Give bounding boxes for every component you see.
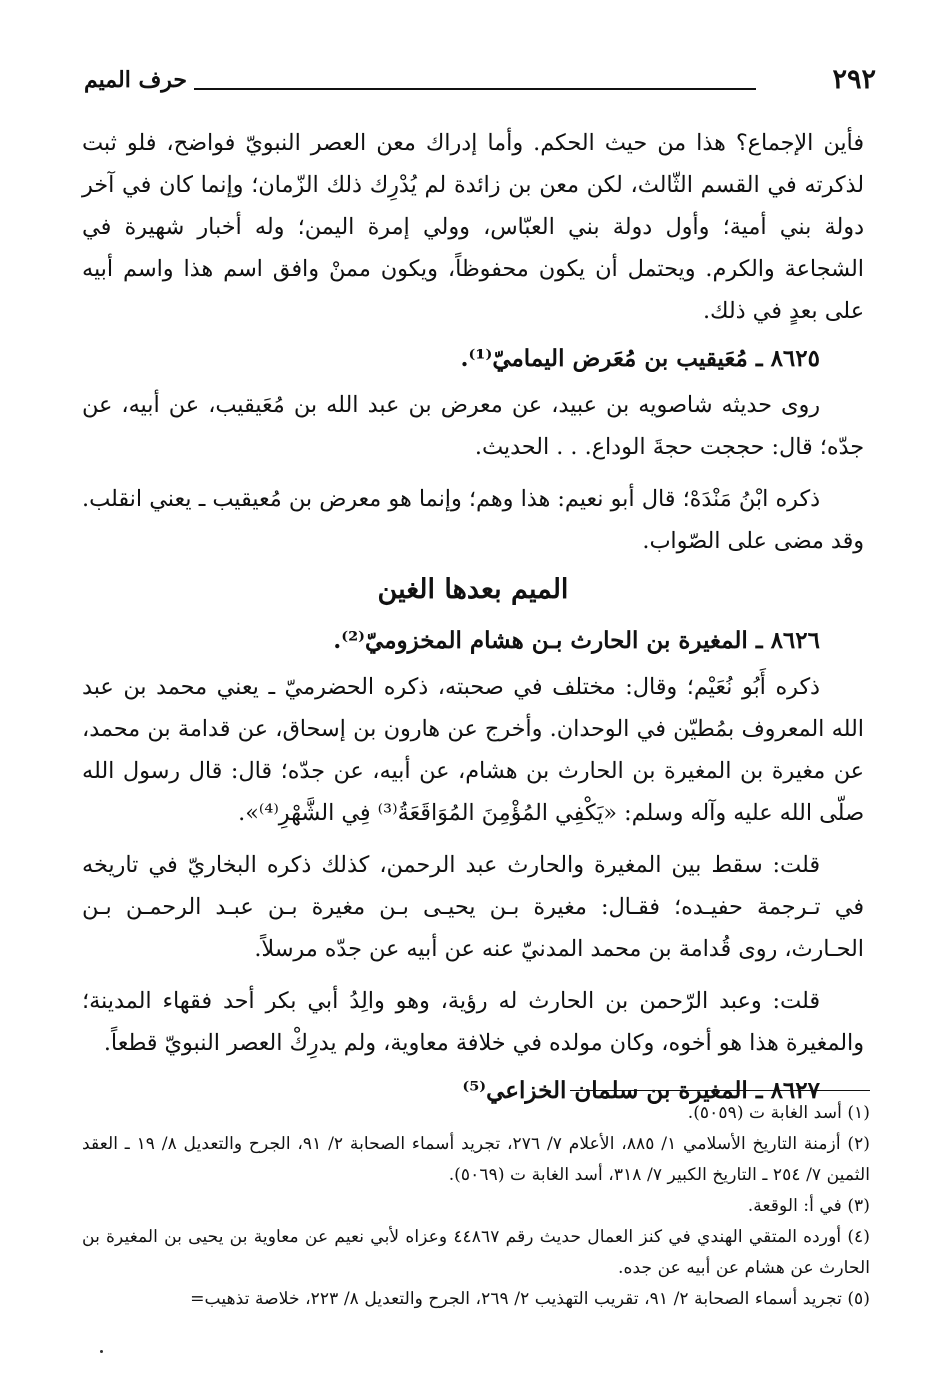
footnote: (٣) في أ: الوقعة. — [747, 1196, 870, 1216]
page-number: ٢٩٢ — [832, 64, 876, 95]
scan-speck — [100, 1350, 103, 1353]
footnote: (٥) تجريد أسماء الصحابة ٢/ ٩١، تقريب التهذيب ٢/ ٢٦٩، الجرح والتعديل ٨/ ٢٢٣، خلاصة تذهيب= — [190, 1289, 870, 1309]
paragraph: فأين الإجماع؟ هذا من حيث الحكم. وأما إدراك معن العصر النبويّ فواضح، فلو ثبت لذكرته في القسم الثّالث، لكن معن بن زائدة لم يُدْرِك ذلك الزّمان؛ وإنما كان في آخر دولة بني أمية؛ وأول دولة بني العبّاس، وولي إمرة اليمن؛ وله أخبار شهيرة في الشجاعة والكرم. ويحتمل أن يكون محفوظاً، ويكون ممنْ وافق اسم هذا واسم أبيه على بعدٍ في ذلك. — [82, 130, 864, 324]
paragraph: ذكره أَبُو نُعَيْم؛ وقال: مختلف في صحبته، ذكره الحضرميّ ـ يعني محمد بن عبد الله المعروف بمُطيّن في الوحدان. وأخرج عن هارون بن إسحاق، عن قدامة بن محمد، عن مغيرة بن المغيرة بن الحارث بن هشام، عن أبيه، عن جدّه؛ قال: قال رسول الله صلّى الله عليه وآله وسلم: «يَكْفِي المُؤْمِنَ المُوَاقَعَةُ⁽³⁾ فِي الشَّهْرِ⁽⁴⁾». — [82, 674, 864, 826]
main-text — [82, 122, 864, 1116]
paragraph: روى حديثه شاصويه بن عبيد، عن معرض بن عبد الله بن مُعَيقيب، عن أبيه، عن جدّه؛ قال: حججت حجةَ الوداع. . . الحديث. — [82, 392, 864, 460]
running-title: حرف الميم — [84, 67, 188, 93]
footnote-rule — [570, 1090, 870, 1091]
paragraph: قلت: وعبد الرّحمن بن الحارث له رؤية، وهو والِدُ أبي بكر أحد فقهاء المدينة؛ والمغيرة هذا هو أخوه، وكان مولده في خلافة معاوية، ولم يدرِكْ العصر النبويّ قطعاً. — [82, 988, 864, 1056]
page-header — [84, 62, 876, 102]
entry-heading: ٨٦٢٥ ـ مُعَيقيب بن مُعَرض اليماميّ⁽¹⁾. — [460, 345, 820, 372]
entry-heading: ٨٦٢٧ ـ المغيرة بن سلمان الخزاعي⁽⁵⁾ — [462, 1077, 820, 1104]
footnote: (٢) أزمنة التاريخ الأسلامي ١/ ٨٨٥، الأعلام ٧/ ٢٧٦، تجريد أسماء الصحابة ٢/ ٩١، الجرح والتعديل ٨/ ١٩ ـ العقد الثمين ٧/ ٢٥٤ ـ التاريخ الكبير ٧/ ٣١٨، أسد الغابة ت (٥٠٦٩). — [82, 1134, 871, 1185]
paragraph: قلت: سقط بين المغيرة والحارث عبد الرحمن، كذلك ذكره البخاريّ في تاريخه في تـرجمة حفيـده؛ فقـال: مغيرة بـن يحيـى بـن مغيرة بـن عبـد الرحمـن بـن الحـارث، روى قُدامة بن محمد المدنيّ عنه عن أبيه عن جدّه مرسلاً. — [82, 852, 864, 962]
footnote: (١) أسد الغابة ت (٥٠٥٩). — [687, 1103, 870, 1123]
paragraph: ذكره ابْنُ مَنْدَهْ؛ قال أبو نعيم: هذا وهم؛ وإنما هو معرض بن مُعيقيب ـ يعني انقلب. وقد مضى على الصّواب. — [82, 486, 864, 554]
footnote: (٤) أورده المتقي الهندي في كنز العمال حديث رقم ٤٤٨٦٧ وعزاه لأبي نعيم عن معاوية بن يحيى بن المغيرة بن الحارث عن هشام عن أبيه عن جده. — [82, 1227, 870, 1278]
header-rule — [194, 88, 756, 90]
footnotes — [82, 1098, 870, 1315]
section-title: الميم بعدها الغين — [377, 574, 569, 605]
entry-heading: ٨٦٢٦ ـ المغيرة بن الحارث بـن هشام المخزوميّ⁽²⁾. — [333, 627, 820, 654]
